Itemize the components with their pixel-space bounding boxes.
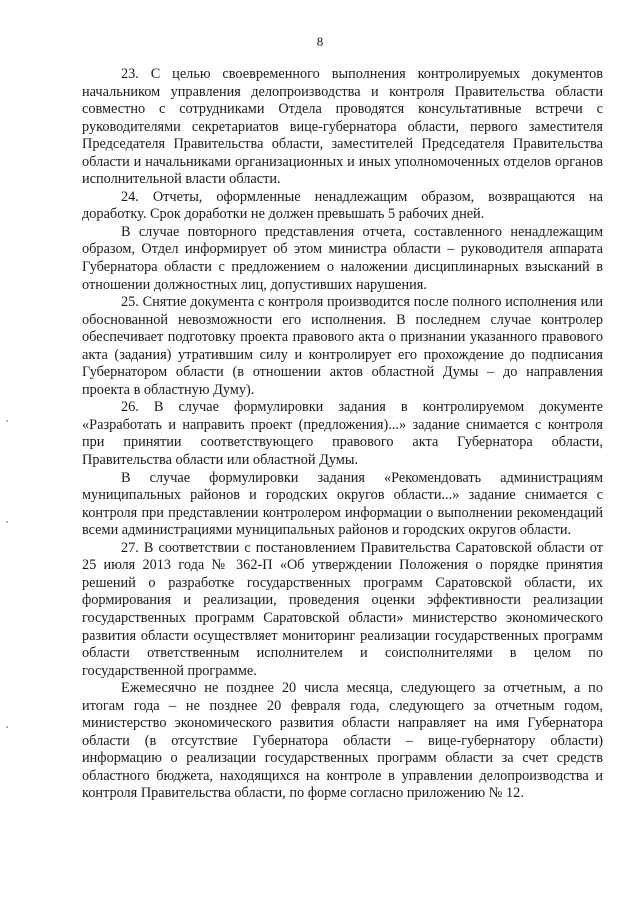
scan-margin-mark <box>6 420 8 422</box>
paragraph-26-recommend: В случае формулировки задания «Рекомендовать администрациям муниципальных районов и городских округов области...» задание снимается с контроля при представлении контролером информации о выполнении рекомендаций всеми администрациями муниципальных районов и городских округов области. <box>82 469 603 539</box>
page-number: 8 <box>316 34 324 49</box>
paragraph-26: 26. В случае формулировки задания в контролируемом документе «Разработать и направить проект (предложения)...» задание снимается с контроля при принятии соответствующего правового акта Губернатора области, Правительства области или областной Думы. <box>82 399 603 469</box>
paragraph-24: 24. Отчеты, оформленные ненадлежащим образом, возвращаются на доработку. Срок доработки не должен превышать 5 рабочих дней. <box>82 188 603 223</box>
scan-margin-mark <box>6 521 8 523</box>
scan-margin-mark <box>6 726 8 728</box>
paragraph-24-repeat-submission: В случае повторного представления отчета, составленного ненадлежащим образом, Отдел информирует об этом министра области – руководителя аппарата Губернатора области с предложением о наложении дисциплинарных взысканий в отношении должностных лиц, допустивших нарушения. <box>82 223 603 293</box>
paragraph-25: 25. Снятие документа с контроля производится после полного исполнения или обоснованной невозможности его исполнения. В последнем случае контролер обеспечивает подготовку проекта правового акта о признании указанного правового акта (задания) утратившим силу и контролирует его прохождение до подписания Губернатором области (в отношении актов областной Думы – до направления проекта в областную Думу). <box>82 294 603 398</box>
paragraph-27-monthly: Ежемесячно не позднее 20 числа месяца, следующего за отчетным, а по итогам года – не позднее 20 февраля года, следующего за отчетным годом, министерство экономического развития области направляет на имя Губернатора области (в отсутствие Губернатора области – вице-губернатору области) информацию о реализации государственных программ области за счет средств областного бюджета, находящихся на контроле в управлении делопроизводства и контроля Правительства области, по форме согласно приложению № 12. <box>82 680 603 802</box>
paragraph-23: 23. С целью своевременного выполнения контролируемых документов начальником управления делопроизводства и контроля Правительства области совместно с сотрудниками Отдела проводятся консультативные встречи с руководителями секретариатов вице-губернатора области, первого заместителя Председателя Правительства области, заместителей Председателя Правительства области и начальниками организационных и иных уполномоченных отделов органов исполнительной власти области. <box>82 66 603 188</box>
document-body <box>82 66 603 803</box>
paragraph-27: 27. В соответствии с постановлением Правительства Саратовской области от 25 июля 2013 года № 362-П «Об утверждении Положения о порядке принятия решений о разработке государственных программ Саратовской области, их формирования и реализации, проведения оценки эффективности реализации государственных программ Саратовской области» министерство экономического развития области осуществляет мониторинг реализации государственных программ области ответственным исполнителем и соисполнителями в целом по государственной программе. <box>82 539 603 679</box>
